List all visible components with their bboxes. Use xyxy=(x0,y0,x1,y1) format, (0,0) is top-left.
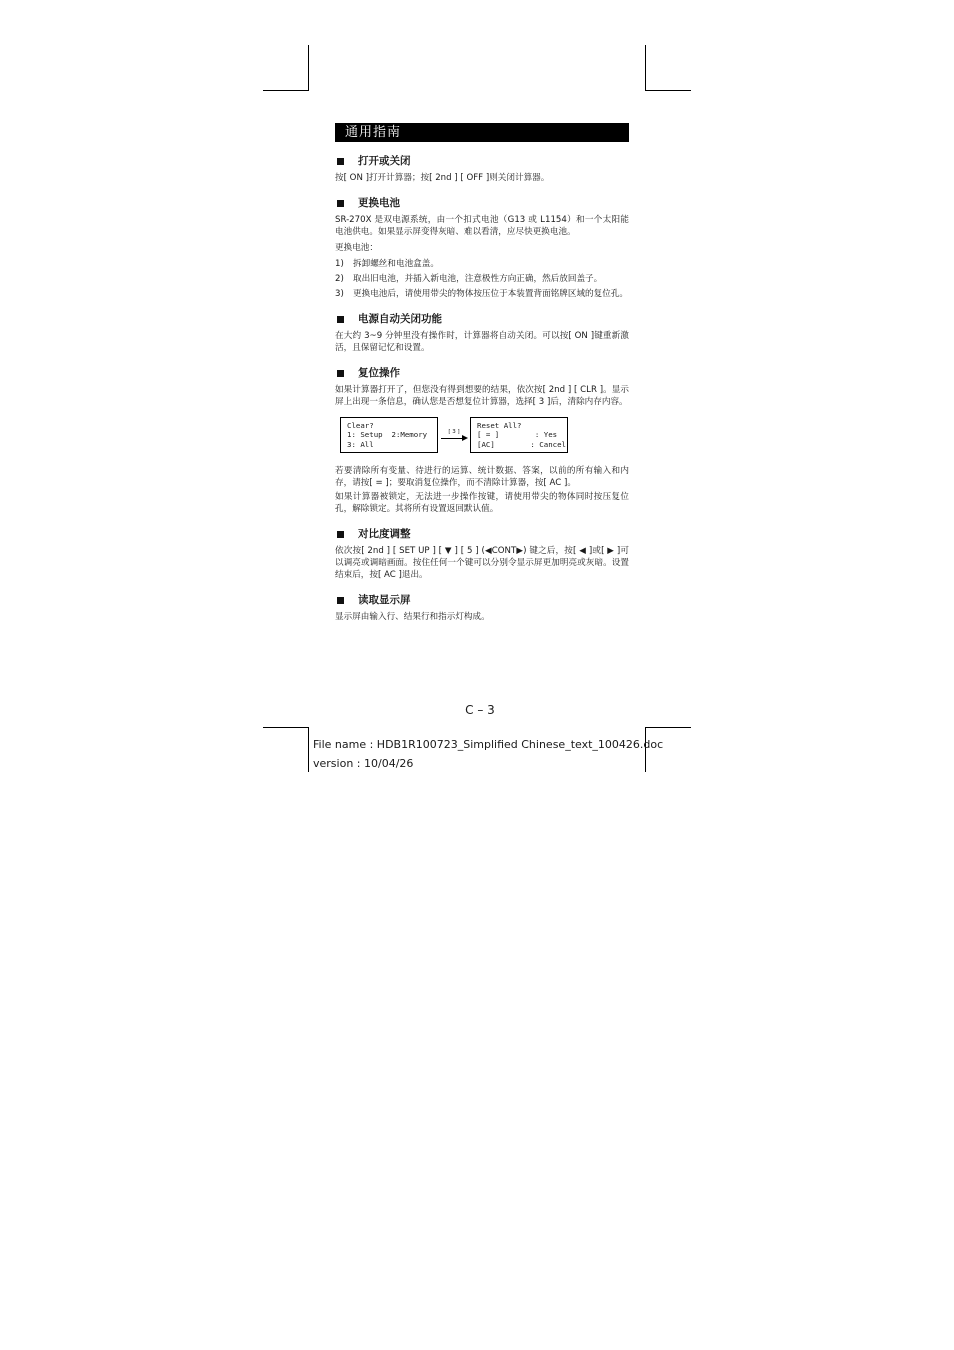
reset-diagram xyxy=(335,417,629,457)
arrow-key-label: [ 3 ] xyxy=(448,429,460,435)
page-number: C – 3 xyxy=(465,703,495,717)
lcd-screen-reset-all: Reset All? [ = ] : Yes [AC] : Cancel xyxy=(470,417,568,453)
crop-mark xyxy=(308,45,309,90)
bullet-square-icon xyxy=(337,370,344,377)
version-text: version : 10/04/26 xyxy=(313,757,414,770)
bullet-square-icon xyxy=(337,531,344,538)
heading-text: 读取显示屏 xyxy=(358,594,411,606)
reset-after-text-1: 若要清除所有变量、待进行的运算、统计数据、答案，以前的所有输入和内存，请按[ = ]；要取消复位操作，而不清除计算器，按[ AC ]。 xyxy=(335,466,629,488)
list-item xyxy=(335,258,629,270)
heading-text: 更换电池 xyxy=(358,197,400,209)
step-number: 1) xyxy=(335,259,344,269)
list-item xyxy=(335,273,629,285)
crop-mark xyxy=(645,727,691,728)
heading-text: 复位操作 xyxy=(358,367,400,379)
list-item xyxy=(335,288,629,300)
crop-mark xyxy=(645,45,646,90)
reset-after-text-2: 如果计算器被锁定，无法进一步操作按键，请使用带尖的物体同时按压复位孔，解除锁定。其将所有设置返回默认值。 xyxy=(335,492,629,514)
step-text: 更换电池后，请使用带尖的物体按压位于本装置背面铭牌区域的复位孔。 xyxy=(353,289,629,299)
battery-intro: SR-270X 是双电源系统，由一个扣式电池（G13 或 L1154）和一个太阳能电池供电。如果显示屏变得灰暗、难以看清，应尽快更换电池。 xyxy=(335,215,629,237)
auto-off-text: 在大约 3~9 分钟里没有操作时，计算器将自动关闭。可以按[ ON ]键重新激活，且保留记忆和设置。 xyxy=(335,331,629,353)
section-heading-contrast xyxy=(335,527,629,541)
file-name: File name : HDB1R100723_Simplified Chinese_text_100426.doc xyxy=(313,738,664,751)
bullet-square-icon xyxy=(337,200,344,207)
heading-text: 电源自动关闭功能 xyxy=(358,313,442,325)
section-heading-reset xyxy=(335,366,629,380)
step-text: 取出旧电池，并插入新电池，注意极性方向正确，然后放回盖子。 xyxy=(353,274,603,284)
step-text: 拆卸螺丝和电池盒盖。 xyxy=(353,259,439,269)
battery-steps-list xyxy=(335,258,629,300)
heading-text: 对比度调整 xyxy=(358,528,411,540)
bullet-square-icon xyxy=(337,597,344,604)
battery-steps-label: 更换电池： xyxy=(335,243,378,253)
arrow-icon xyxy=(441,429,467,443)
crop-mark xyxy=(645,90,691,91)
bullet-square-icon xyxy=(337,158,344,165)
crop-mark xyxy=(263,90,309,91)
section-heading-power xyxy=(335,154,629,168)
section-heading-battery xyxy=(335,196,629,210)
page-content xyxy=(335,123,629,623)
lcd-screen-clear: Clear? 1: Setup 2:Memory 3: All xyxy=(340,417,438,453)
bullet-square-icon xyxy=(337,316,344,323)
step-number: 3) xyxy=(335,289,344,299)
contrast-text: 依次按[ 2nd ] [ SET UP ] [ ▼ ] [ 5 ] (◀CONT▶) 键之后，按[ ◀ ]或[ ▶ ]可以调亮或调暗画面。按住任何一个键可以分别令显示屏更加明亮或灰暗。设置结束后，按[ AC ]退出。 xyxy=(335,546,629,580)
crop-mark xyxy=(308,727,309,772)
page-title: 通用指南 xyxy=(335,123,629,142)
crop-mark xyxy=(263,727,309,728)
heading-text: 打开或关闭 xyxy=(358,155,411,167)
reset-text: 如果计算器打开了，但您没有得到想要的结果，依次按[ 2nd ] [ CLR ]。显示屏上出现一条信息，确认您是否想复位计算器，选择[ 3 ]后，清除内存内容。 xyxy=(335,385,629,407)
display-text: 显示屏由输入行、结果行和指示灯构成。 xyxy=(335,612,490,622)
step-number: 2) xyxy=(335,274,344,284)
section-heading-auto-off xyxy=(335,312,629,326)
power-text: 按[ ON ]打开计算器；按[ 2nd ] [ OFF ]则关闭计算器。 xyxy=(335,173,550,183)
section-heading-display xyxy=(335,593,629,607)
